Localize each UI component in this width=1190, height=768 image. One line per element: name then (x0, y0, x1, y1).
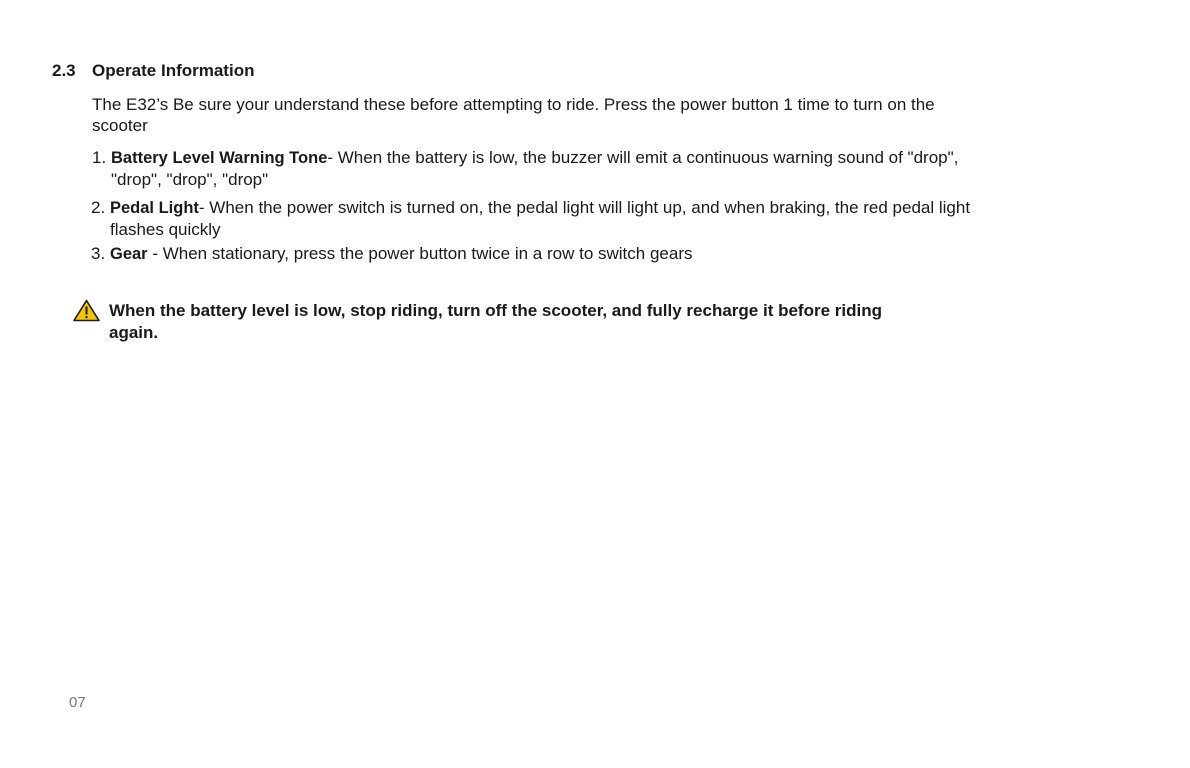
list-item-description: - When the battery is low, the buzzer will emit a continuous warning sound of "drop", "drop", "drop", "drop" (111, 148, 959, 189)
list-item-number: 1. (92, 148, 107, 167)
list-item-battery-warning (92, 147, 972, 191)
warning-triangle-icon (73, 299, 100, 322)
list-item-number: 3. (91, 244, 106, 263)
list-item-body (111, 147, 972, 191)
list-item-body (110, 243, 971, 265)
list-item-gear (91, 243, 971, 265)
list-item-term: Pedal Light (110, 199, 199, 217)
page-number: 07 (69, 694, 86, 711)
list-item-description: - When the power switch is turned on, the pedal light will light up, and when braking, the red pedal light flashes quickly (110, 198, 971, 239)
list-item-term: Battery Level Warning Tone (111, 149, 328, 167)
list-item-pedal-light (91, 197, 971, 241)
list-item-number: 2. (91, 198, 106, 217)
warning-text: When the battery level is low, stop riding, turn off the scooter, and fully recharge it before riding again. (109, 301, 882, 342)
intro-paragraph: The E32’s Be sure your understand these before attempting to ride. Press the power button 1 time to turn on the scooter (92, 95, 935, 135)
section-number: 2.3 (52, 61, 76, 80)
list-item-description: - When stationary, press the power button twice in a row to switch gears (147, 244, 693, 263)
section-title: Operate Information (92, 61, 255, 80)
list-item-term: Gear (110, 245, 148, 263)
warning-notice (73, 300, 933, 344)
list-item-body (110, 197, 971, 241)
